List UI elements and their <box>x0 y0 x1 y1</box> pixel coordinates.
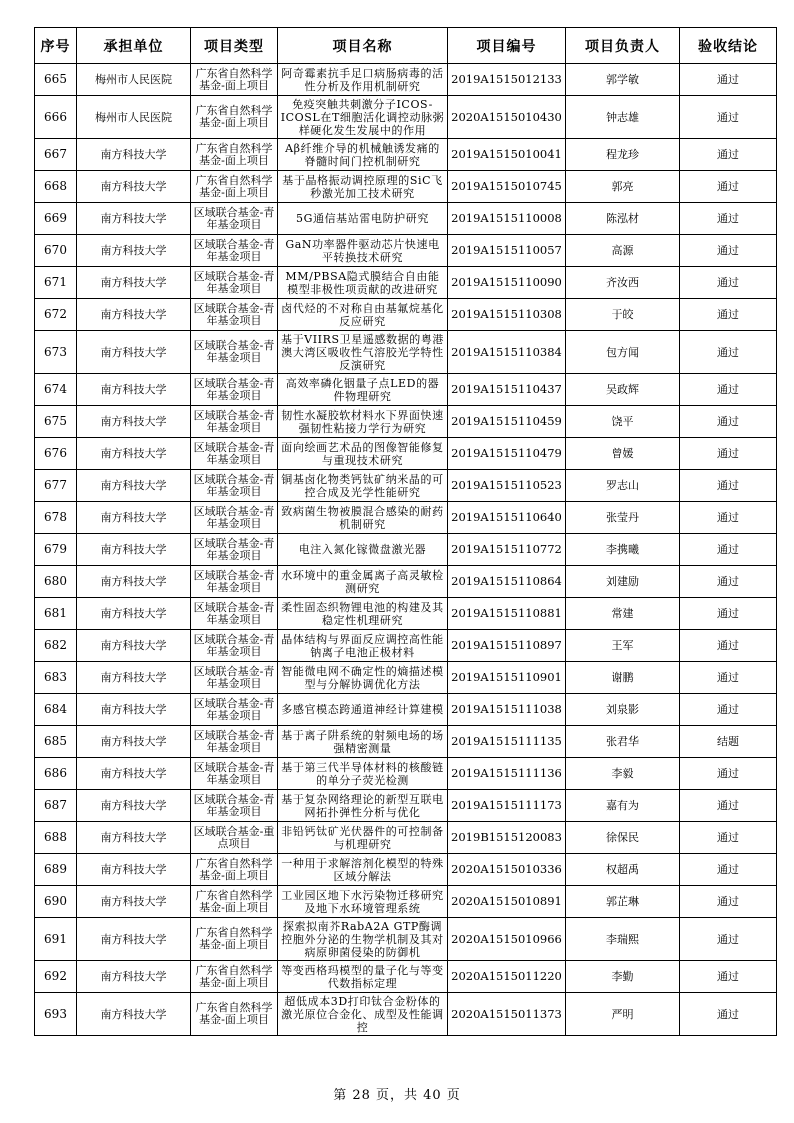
cell-project-type: 广东省自然科学基金-面上项目 <box>191 854 278 886</box>
table-row <box>35 470 777 502</box>
cell-project-type: 区域联合基金-青年基金项目 <box>191 267 278 299</box>
cell-project-name: 基于复杂网络理论的新型互联电网拓扑弹性分析与优化 <box>278 790 448 822</box>
cell-result: 通过 <box>680 886 777 918</box>
cell-serial-no: 679 <box>35 534 77 566</box>
cell-unit: 南方科技大学 <box>77 203 191 235</box>
cell-serial-no: 689 <box>35 854 77 886</box>
cell-unit: 梅州市人民医院 <box>77 96 191 139</box>
cell-serial-no: 671 <box>35 267 77 299</box>
cell-project-code: 2019A1515111135 <box>448 726 566 758</box>
cell-result: 通过 <box>680 374 777 406</box>
cell-project-name: 基于晶格振动调控原理的SiC飞秒激光加工技术研究 <box>278 171 448 203</box>
cell-unit: 南方科技大学 <box>77 662 191 694</box>
cell-leader: 饶平 <box>566 406 680 438</box>
cell-project-code: 2019A1515111136 <box>448 758 566 790</box>
table-row <box>35 630 777 662</box>
cell-project-type: 区域联合基金-青年基金项目 <box>191 438 278 470</box>
cell-project-code: 2019A1515110901 <box>448 662 566 694</box>
cell-project-code: 2019B1515120083 <box>448 822 566 854</box>
cell-project-name: 超低成本3D打印钛合金粉体的激光原位合金化、成型及性能调控 <box>278 993 448 1036</box>
cell-unit: 南方科技大学 <box>77 566 191 598</box>
cell-project-code: 2019A1515110640 <box>448 502 566 534</box>
cell-serial-no: 666 <box>35 96 77 139</box>
cell-project-name: Aβ纤维介导的机械触诱发痛的脊髓时间门控机制研究 <box>278 139 448 171</box>
cell-result: 通过 <box>680 694 777 726</box>
cell-leader: 郭芷琳 <box>566 886 680 918</box>
cell-leader: 李毅 <box>566 758 680 790</box>
cell-result: 通过 <box>680 918 777 961</box>
cell-project-name: 非铅钙钛矿光伏器件的可控制备与机理研究 <box>278 822 448 854</box>
table-row <box>35 374 777 406</box>
cell-serial-no: 691 <box>35 918 77 961</box>
cell-leader: 钟志雄 <box>566 96 680 139</box>
cell-project-code: 2020A1515010430 <box>448 96 566 139</box>
cell-project-name: 一种用于求解溶剂化模型的特殊区域分解法 <box>278 854 448 886</box>
cell-project-code: 2020A1515010966 <box>448 918 566 961</box>
cell-leader: 常建 <box>566 598 680 630</box>
table-row <box>35 64 777 96</box>
table-row <box>35 790 777 822</box>
table-row <box>35 598 777 630</box>
cell-project-type: 区域联合基金-青年基金项目 <box>191 406 278 438</box>
table-row <box>35 96 777 139</box>
cell-unit: 南方科技大学 <box>77 139 191 171</box>
cell-serial-no: 667 <box>35 139 77 171</box>
cell-unit: 南方科技大学 <box>77 374 191 406</box>
cell-leader: 包方闻 <box>566 331 680 374</box>
cell-project-type: 广东省自然科学基金-面上项目 <box>191 96 278 139</box>
cell-project-code: 2020A1515010891 <box>448 886 566 918</box>
cell-leader: 张君华 <box>566 726 680 758</box>
cell-project-name: 致病菌生物被膜混合感染的耐药机制研究 <box>278 502 448 534</box>
cell-project-type: 广东省自然科学基金-面上项目 <box>191 918 278 961</box>
cell-serial-no: 675 <box>35 406 77 438</box>
cell-result: 通过 <box>680 64 777 96</box>
cell-result: 通过 <box>680 299 777 331</box>
cell-serial-no: 674 <box>35 374 77 406</box>
table-row <box>35 918 777 961</box>
cell-result: 通过 <box>680 822 777 854</box>
cell-leader: 刘泉影 <box>566 694 680 726</box>
cell-leader: 嘉有为 <box>566 790 680 822</box>
cell-serial-no: 693 <box>35 993 77 1036</box>
cell-result: 通过 <box>680 139 777 171</box>
cell-project-code: 2019A1515010041 <box>448 139 566 171</box>
cell-serial-no: 678 <box>35 502 77 534</box>
cell-result: 通过 <box>680 470 777 502</box>
header-unit: 承担单位 <box>77 28 191 64</box>
cell-serial-no: 680 <box>35 566 77 598</box>
cell-project-name: 多感官模态跨通道神经计算建模 <box>278 694 448 726</box>
cell-leader: 高源 <box>566 235 680 267</box>
cell-project-name: 电注入氮化镓微盘激光器 <box>278 534 448 566</box>
cell-project-type: 广东省自然科学基金-面上项目 <box>191 139 278 171</box>
cell-project-type: 区域联合基金-青年基金项目 <box>191 203 278 235</box>
table-row <box>35 299 777 331</box>
cell-project-type: 区域联合基金-青年基金项目 <box>191 235 278 267</box>
cell-result: 通过 <box>680 267 777 299</box>
cell-unit: 南方科技大学 <box>77 171 191 203</box>
cell-project-name: 智能微电网不确定性的熵描述模型与分解协调优化方法 <box>278 662 448 694</box>
cell-project-code: 2019A1515111038 <box>448 694 566 726</box>
cell-project-code: 2020A1515010336 <box>448 854 566 886</box>
cell-serial-no: 682 <box>35 630 77 662</box>
cell-result: 通过 <box>680 630 777 662</box>
cell-project-code: 2019A1515110897 <box>448 630 566 662</box>
cell-project-type: 区域联合基金-青年基金项目 <box>191 790 278 822</box>
cell-unit: 梅州市人民医院 <box>77 64 191 96</box>
cell-result: 通过 <box>680 534 777 566</box>
cell-project-code: 2019A1515110864 <box>448 566 566 598</box>
cell-project-name: 卤代烃的不对称自由基氟烷基化反应研究 <box>278 299 448 331</box>
cell-project-type: 区域联合基金-青年基金项目 <box>191 694 278 726</box>
cell-unit: 南方科技大学 <box>77 886 191 918</box>
cell-serial-no: 690 <box>35 886 77 918</box>
cell-unit: 南方科技大学 <box>77 299 191 331</box>
table-row <box>35 961 777 993</box>
table-row <box>35 566 777 598</box>
table-row <box>35 171 777 203</box>
cell-project-code: 2019A1515110479 <box>448 438 566 470</box>
cell-project-name: 5G通信基站雷电防护研究 <box>278 203 448 235</box>
cell-result: 通过 <box>680 502 777 534</box>
header-leader: 项目负责人 <box>566 28 680 64</box>
header-project-name: 项目名称 <box>278 28 448 64</box>
cell-serial-no: 692 <box>35 961 77 993</box>
cell-unit: 南方科技大学 <box>77 235 191 267</box>
cell-leader: 罗志山 <box>566 470 680 502</box>
cell-project-name: 晶体结构与界面反应调控高性能钠离子电池正极材料 <box>278 630 448 662</box>
cell-serial-no: 684 <box>35 694 77 726</box>
cell-project-type: 区域联合基金-重点项目 <box>191 822 278 854</box>
cell-result: 通过 <box>680 662 777 694</box>
cell-project-name: 阿奇霉素抗手足口病肠病毒的活性分析及作用机制研究 <box>278 64 448 96</box>
cell-unit: 南方科技大学 <box>77 267 191 299</box>
table-row <box>35 139 777 171</box>
table-row <box>35 662 777 694</box>
cell-leader: 权超禹 <box>566 854 680 886</box>
cell-result: 通过 <box>680 96 777 139</box>
cell-serial-no: 686 <box>35 758 77 790</box>
table-header-row <box>35 28 777 64</box>
cell-project-name: 高效率磷化铟量子点LED的器件物理研究 <box>278 374 448 406</box>
cell-project-type: 区域联合基金-青年基金项目 <box>191 502 278 534</box>
cell-unit: 南方科技大学 <box>77 790 191 822</box>
table-row <box>35 694 777 726</box>
project-acceptance-table <box>34 27 777 1036</box>
cell-result: 通过 <box>680 406 777 438</box>
cell-result: 结题 <box>680 726 777 758</box>
cell-unit: 南方科技大学 <box>77 598 191 630</box>
cell-project-type: 区域联合基金-青年基金项目 <box>191 662 278 694</box>
cell-project-name: MM/PBSA隐式膜结合自由能模型非极性项贡献的改进研究 <box>278 267 448 299</box>
cell-result: 通过 <box>680 993 777 1036</box>
cell-project-code: 2019A1515012133 <box>448 64 566 96</box>
cell-serial-no: 677 <box>35 470 77 502</box>
cell-result: 通过 <box>680 566 777 598</box>
table-row <box>35 203 777 235</box>
cell-serial-no: 670 <box>35 235 77 267</box>
cell-leader: 曾媛 <box>566 438 680 470</box>
cell-result: 通过 <box>680 331 777 374</box>
cell-project-type: 广东省自然科学基金-面上项目 <box>191 886 278 918</box>
table-row <box>35 534 777 566</box>
table-row <box>35 406 777 438</box>
table-row <box>35 886 777 918</box>
cell-project-name: 等变西格玛模型的量子化与等变代数指标定理 <box>278 961 448 993</box>
cell-unit: 南方科技大学 <box>77 470 191 502</box>
cell-result: 通过 <box>680 438 777 470</box>
cell-serial-no: 672 <box>35 299 77 331</box>
cell-serial-no: 683 <box>35 662 77 694</box>
header-result: 验收结论 <box>680 28 777 64</box>
table-row <box>35 758 777 790</box>
cell-project-type: 区域联合基金-青年基金项目 <box>191 598 278 630</box>
cell-project-name: 工业园区地下水污染物迁移研究及地下水环境管理系统 <box>278 886 448 918</box>
cell-project-code: 2019A1515110008 <box>448 203 566 235</box>
cell-result: 通过 <box>680 961 777 993</box>
cell-leader: 郭学敏 <box>566 64 680 96</box>
cell-leader: 刘建励 <box>566 566 680 598</box>
cell-project-code: 2019A1515110772 <box>448 534 566 566</box>
cell-serial-no: 685 <box>35 726 77 758</box>
cell-serial-no: 681 <box>35 598 77 630</box>
cell-project-name: 探索拟南芥RabA2A GTP酶调控胞外分泌的生物学机制及其对病原卵菌侵染的防御机 <box>278 918 448 961</box>
cell-project-code: 2019A1515111173 <box>448 790 566 822</box>
cell-project-name: 面向绘画艺术品的图像智能修复与重现技术研究 <box>278 438 448 470</box>
cell-leader: 齐汝西 <box>566 267 680 299</box>
cell-result: 通过 <box>680 235 777 267</box>
cell-leader: 严明 <box>566 993 680 1036</box>
cell-serial-no: 665 <box>35 64 77 96</box>
header-project-type: 项目类型 <box>191 28 278 64</box>
cell-project-code: 2020A1515011373 <box>448 993 566 1036</box>
cell-project-type: 区域联合基金-青年基金项目 <box>191 566 278 598</box>
cell-project-code: 2019A1515110090 <box>448 267 566 299</box>
cell-serial-no: 668 <box>35 171 77 203</box>
cell-leader: 李携曦 <box>566 534 680 566</box>
cell-result: 通过 <box>680 790 777 822</box>
cell-project-name: 基于VIIRS卫星遥感数据的粤港澳大湾区吸收性气溶胶光学特性反演研究 <box>278 331 448 374</box>
cell-project-type: 区域联合基金-青年基金项目 <box>191 374 278 406</box>
cell-result: 通过 <box>680 203 777 235</box>
cell-unit: 南方科技大学 <box>77 630 191 662</box>
table-row <box>35 235 777 267</box>
cell-unit: 南方科技大学 <box>77 502 191 534</box>
header-serial-no: 序号 <box>35 28 77 64</box>
table-row <box>35 502 777 534</box>
cell-result: 通过 <box>680 171 777 203</box>
table-row <box>35 438 777 470</box>
cell-project-type: 广东省自然科学基金-面上项目 <box>191 64 278 96</box>
cell-project-type: 区域联合基金-青年基金项目 <box>191 534 278 566</box>
cell-leader: 李瑞熙 <box>566 918 680 961</box>
cell-project-code: 2019A1515110881 <box>448 598 566 630</box>
table-row <box>35 993 777 1036</box>
cell-serial-no: 687 <box>35 790 77 822</box>
cell-project-name: 铜基卤化物类钙钛矿纳米晶的可控合成及光学性能研究 <box>278 470 448 502</box>
cell-result: 通过 <box>680 854 777 886</box>
cell-leader: 李勤 <box>566 961 680 993</box>
cell-project-type: 区域联合基金-青年基金项目 <box>191 630 278 662</box>
cell-leader: 吴政辉 <box>566 374 680 406</box>
cell-project-type: 区域联合基金-青年基金项目 <box>191 331 278 374</box>
cell-unit: 南方科技大学 <box>77 406 191 438</box>
cell-project-name: 水环境中的重金属离子高灵敏检测研究 <box>278 566 448 598</box>
cell-unit: 南方科技大学 <box>77 961 191 993</box>
cell-project-code: 2019A1515110523 <box>448 470 566 502</box>
cell-leader: 陈泓材 <box>566 203 680 235</box>
cell-unit: 南方科技大学 <box>77 331 191 374</box>
cell-unit: 南方科技大学 <box>77 918 191 961</box>
cell-unit: 南方科技大学 <box>77 694 191 726</box>
cell-serial-no: 669 <box>35 203 77 235</box>
cell-project-type: 区域联合基金-青年基金项目 <box>191 726 278 758</box>
cell-leader: 郭亮 <box>566 171 680 203</box>
cell-project-name: 基于离子阱系统的射频电场的场强精密测量 <box>278 726 448 758</box>
cell-leader: 于皎 <box>566 299 680 331</box>
header-project-code: 项目编号 <box>448 28 566 64</box>
cell-leader: 谢鹏 <box>566 662 680 694</box>
cell-leader: 张莹丹 <box>566 502 680 534</box>
cell-leader: 王军 <box>566 630 680 662</box>
cell-project-code: 2019A1515110437 <box>448 374 566 406</box>
cell-project-code: 2019A1515110384 <box>448 331 566 374</box>
cell-result: 通过 <box>680 598 777 630</box>
cell-serial-no: 688 <box>35 822 77 854</box>
cell-project-type: 区域联合基金-青年基金项目 <box>191 299 278 331</box>
cell-unit: 南方科技大学 <box>77 758 191 790</box>
cell-leader: 程龙珍 <box>566 139 680 171</box>
table-row <box>35 267 777 299</box>
cell-project-type: 区域联合基金-青年基金项目 <box>191 758 278 790</box>
cell-project-type: 广东省自然科学基金-面上项目 <box>191 171 278 203</box>
cell-unit: 南方科技大学 <box>77 854 191 886</box>
cell-leader: 徐保民 <box>566 822 680 854</box>
table-row <box>35 854 777 886</box>
cell-unit: 南方科技大学 <box>77 438 191 470</box>
cell-project-name: GaN功率器件驱动芯片快速电平转换技术研究 <box>278 235 448 267</box>
cell-project-code: 2019A1515110057 <box>448 235 566 267</box>
cell-project-type: 广东省自然科学基金-面上项目 <box>191 961 278 993</box>
cell-project-name: 基于第三代半导体材料的核酸链的单分子荧光检测 <box>278 758 448 790</box>
cell-project-code: 2020A1515011220 <box>448 961 566 993</box>
table-row <box>35 726 777 758</box>
cell-project-type: 广东省自然科学基金-面上项目 <box>191 993 278 1036</box>
cell-unit: 南方科技大学 <box>77 534 191 566</box>
page-number: 第 28 页，共 40 页 <box>333 1088 461 1103</box>
cell-unit: 南方科技大学 <box>77 726 191 758</box>
cell-project-name: 柔性固态织物锂电池的构建及其稳定性机理研究 <box>278 598 448 630</box>
cell-unit: 南方科技大学 <box>77 993 191 1036</box>
cell-project-code: 2019A1515010745 <box>448 171 566 203</box>
cell-project-name: 免疫突触共刺激分子ICOS-ICOSL在T细胞活化调控动脉粥样硬化发生发展中的作用 <box>278 96 448 139</box>
table-row <box>35 822 777 854</box>
cell-serial-no: 673 <box>35 331 77 374</box>
cell-project-code: 2019A1515110308 <box>448 299 566 331</box>
cell-serial-no: 676 <box>35 438 77 470</box>
cell-project-code: 2019A1515110459 <box>448 406 566 438</box>
cell-project-type: 区域联合基金-青年基金项目 <box>191 470 278 502</box>
cell-result: 通过 <box>680 758 777 790</box>
cell-project-name: 韧性水凝胶软材料水下界面快速强韧性粘接力学行为研究 <box>278 406 448 438</box>
table-row <box>35 331 777 374</box>
cell-unit: 南方科技大学 <box>77 822 191 854</box>
